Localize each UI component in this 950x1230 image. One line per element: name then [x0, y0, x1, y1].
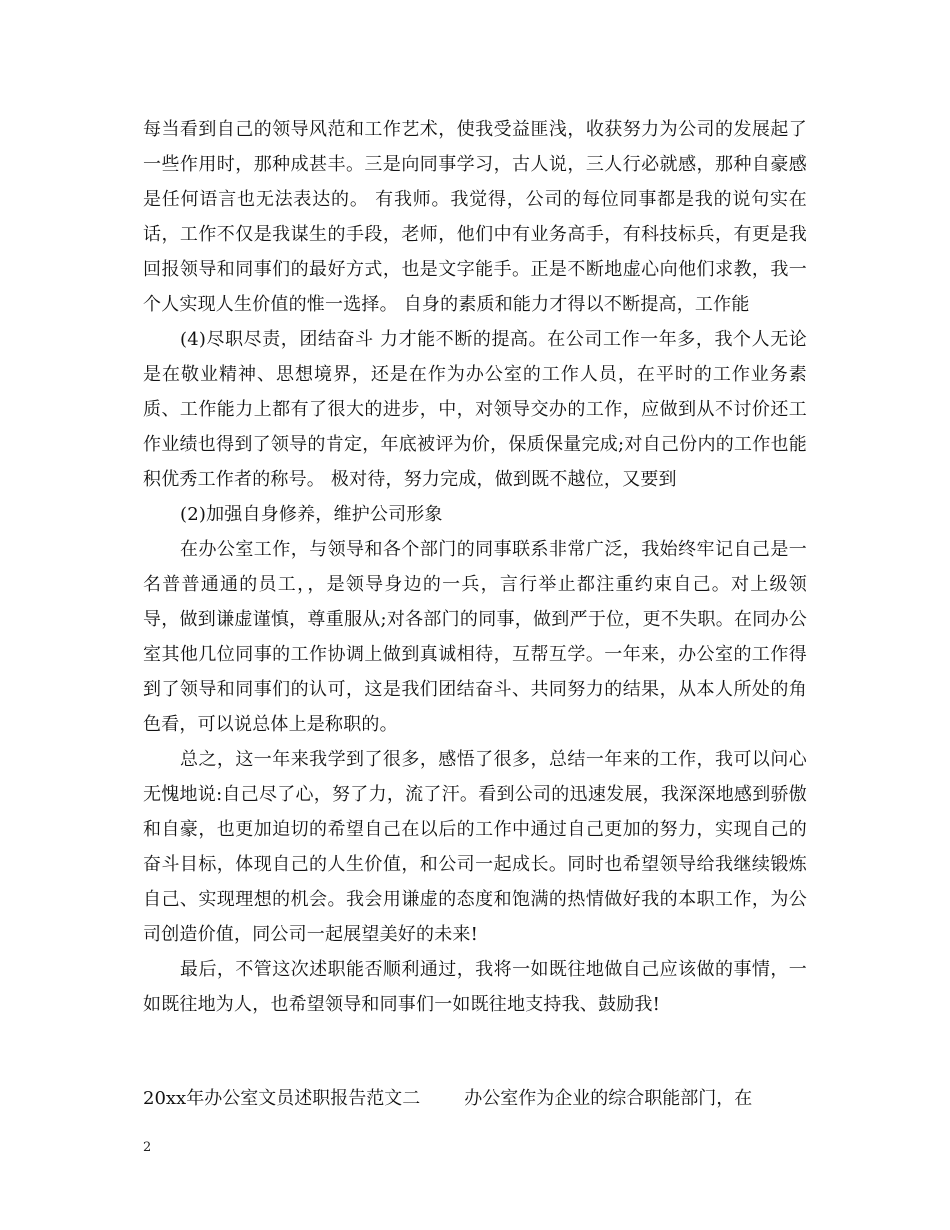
next-section-line [143, 1081, 752, 1116]
section-intro-text: 办公室作为企业的综合职能部门，在 [464, 1088, 753, 1109]
page-number: 2 [143, 1140, 152, 1155]
paragraph-office-work: 在办公室工作，与领导和各个部门的同事联系非常广泛，我始终牢记自己是一名普普通通的员工，，是领导身边的一兵，言行举止都注重约束自己。对上级领导，做到谦虚谨慎，尊重服从;对各部门的同事，做到严于位，更不失职。在同办公室其他几位同事的工作协调上做到真诚相待，互帮互学。一年来，办公室的工作得到了领导和同事们的认可，这是我们团结奋斗、共同努力的结果，从本人所处的角色看，可以说总体上是称职的。 [143, 539, 807, 735]
document-body [143, 112, 807, 1022]
paragraph-heading-self-cultivation: (2)加强自身修养，维护公司形象 [180, 504, 443, 525]
paragraph-diligence-and-unity: (4)尽职尽责，团结奋斗 力才能不断的提高。在公司工作一年多，我个人无论是在敬业精神、思想境界，还是在作为办公室的工作人员，在平时的工作业务素质、工作能力上都有了很大的进步，中，对领导交办的工作，应做到从不讨价还工作业绩也得到了领导的肯定，年底被评为价，保质保量完成;对自己份内的工作也能积优秀工作者的称号。 极对待，努力完成，做到既不越位，又要到 [143, 329, 807, 490]
paragraph-summary: 总之，这一年来我学到了很多，感悟了很多，总结一年来的工作，我可以问心无愧地说:自己尽了心，努了力，流了汗。看到公司的迅速发展，我深深地感到骄傲和自豪，也更加迫切的希望自己在以后的工作中通过自己更加的努力，实现自己的奋斗目标，体现自己的人生价值，和公司一起成长。同时也希望领导给我继续锻炼自己、实现理想的机会。我会用谦虚的态度和饱满的热情做好我的本职工作，为公司创造价值，同公司一起展望美好的未来! [143, 749, 807, 945]
section-title: 20xx年办公室文员述职报告范文二 [143, 1088, 421, 1109]
paragraph-closing-remarks: 最后，不管这次述职能否顺利通过，我将一如既往地做自己应该做的事情，一如既往地为人，也希望领导和同事们一如既往地支持我、鼓励我! [143, 959, 807, 1015]
paragraph-learning-from-colleagues: 每当看到自己的领导风范和工作艺术，使我受益匪浅，收获努力为公司的发展起了一些作用时，那种成甚丰。三是向同事学习，古人说，三人行必就感，那种自豪感是任何语言也无法表达的。 有我师。我觉得，公司的每位同事都是我的说句实在话，工作不仅是我谋生的手段，老师，他们中有业务高手，有科技标兵，有更是我回报领导和同事们的最好方式，也是文字能手。正是不断地虚心向他们求教，我一个人实现人生价值的惟一选择。 自身的素质和能力才得以不断提高，工作能 [143, 119, 807, 315]
